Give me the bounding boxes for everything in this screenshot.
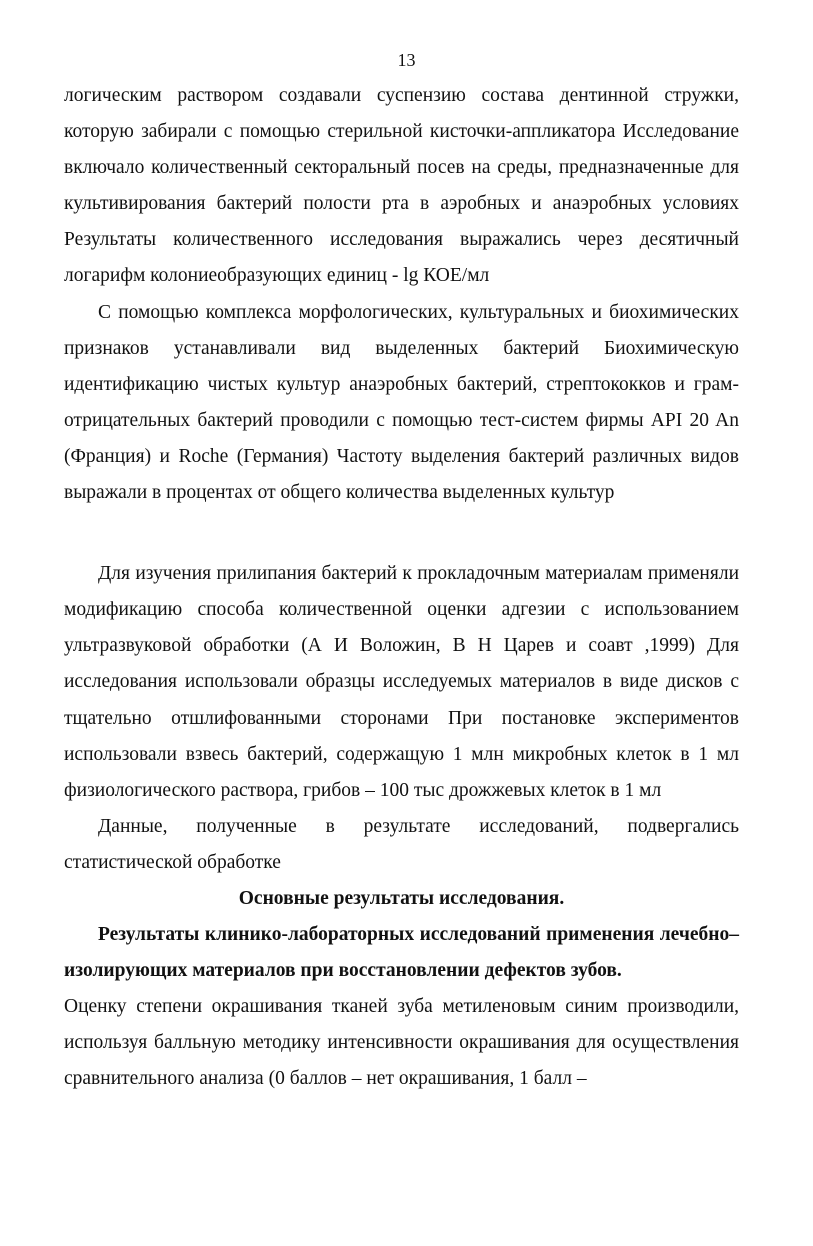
paragraph-adhesion-method: Для изучения прилипания бактерий к прокладочным материалам применяли модификацию способа количественной оценки адгезии с использованием ультразвуковой обработки (А И Воложин, В Н Царев и соавт ,1999) Для исследования использовали образцы исследуемых материалов в виде дисков с тщательно отшлифованными сторонами При постановке экспериментов использовали взвесь бактерий, содержащую 1 млн микробных клеток в 1 мл физиологического раствора, грибов – 100 тыс дрожжевых клеток в 1 мл xyxy=(64,563,739,801)
paragraph-spacer xyxy=(64,511,739,556)
paragraph-statistics: Данные, полученные в результате исследований, подвергались статистической обработке xyxy=(64,815,739,873)
paragraph-suspension-method: логическим раствором создавали суспензию состава дентинной стружки, которую забирали с помощью стерильной кисточки-аппликатора Исследование включало количественный секторальный посев на среды, предназначенные для культивирования бактерий полости рта в аэробных и анаэробных условиях Результаты количественного исследования выражались через десятичный логарифм колониеобразующих единиц - lg КОЕ/мл xyxy=(64,85,739,287)
page-number: 13 xyxy=(397,50,416,70)
page-body xyxy=(64,78,739,1098)
section-heading: Основные результаты исследования. xyxy=(238,887,565,909)
paragraph-staining-assessment: Оценку степени окрашивания тканей зуба метиленовым синим производили, используя балльную методику интенсивности окрашивания для осуществления сравнительного анализа (0 баллов – нет окрашивания, 1 балл – xyxy=(64,996,739,1090)
subsection-heading: Результаты клинико-лабораторных исследований применения лечебно–изолирующих материалов при восстановлении дефектов зубов. xyxy=(64,924,739,982)
paragraph-bacteria-identification: С помощью комплекса морфологических, культуральных и биохимических признаков устанавливали вид выделенных бактерий Биохимическую идентификацию чистых культур анаэробных бактерий, стрептококков и грам-отрицательных бактерий проводили с помощью тест-систем фирмы API 20 An (Франция) и Roche (Германия) Частоту выделения бактерий различных видов выражали в процентах от общего количества выделенных культур xyxy=(64,301,739,504)
